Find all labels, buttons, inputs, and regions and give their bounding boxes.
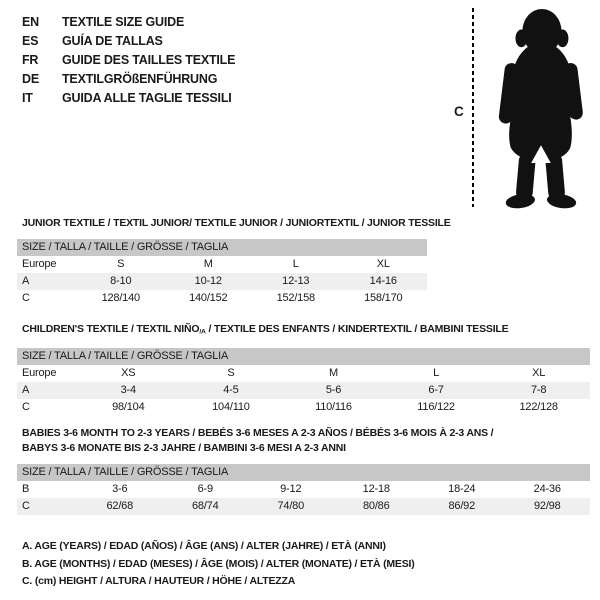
size-table <box>17 239 427 307</box>
size-cell: 3-6 <box>112 483 128 495</box>
size-cell: 3-4 <box>120 383 136 396</box>
size-cell: 152/158 <box>276 292 315 304</box>
size-cell: 110/116 <box>315 400 352 413</box>
size-cell: 5-6 <box>325 383 342 396</box>
table-row <box>17 290 427 307</box>
size-cell: 62/68 <box>106 500 134 512</box>
footnote-line: C. (cm) HEIGHT / ALTURA / HAUTEUR / HÖHE / ALTEZZA <box>22 575 296 587</box>
size-cell: 116/122 <box>417 400 455 413</box>
language-label: TEXTILE SIZE GUIDE <box>62 14 185 29</box>
table-size-header: SIZE / TALLA / TAILLE / GRÖSSE / TAGLIA <box>17 239 427 256</box>
language-label: GUIDA ALLE TAGLIE TESSILI <box>62 90 232 105</box>
title-text: / TEXTILE DES ENFANTS / KINDERTEXTIL / BAMBINI TESSILE <box>205 323 509 335</box>
title-text: JUNIOR TEXTILE / TEXTIL JUNIOR/ TEXTILE JUNIOR / JUNIORTEXTIL / JUNIOR TESSILE <box>22 217 451 229</box>
section-title <box>22 322 590 340</box>
size-cell: 98/104 <box>112 400 145 413</box>
size-cell: S <box>227 366 235 379</box>
size-cell: XS <box>121 366 136 379</box>
language-label: GUÍA DE TALLAS <box>62 33 163 48</box>
title-text: CHILDREN'S TEXTILE / TEXTIL NIÑO <box>22 323 200 335</box>
size-cell: 18-24 <box>448 483 476 495</box>
table-row <box>17 382 590 399</box>
size-table-section-children <box>17 322 590 416</box>
size-cell: 158/170 <box>364 292 403 304</box>
size-cell: M <box>329 366 338 379</box>
size-cell: 122/128 <box>519 400 558 413</box>
section-title-line <box>22 426 590 441</box>
row-label: C <box>22 292 30 304</box>
row-label: C <box>22 500 30 512</box>
section-title-line <box>22 322 590 340</box>
table-row <box>17 273 427 290</box>
table-size-header: SIZE / TALLA / TAILLE / GRÖSSE / TAGLIA <box>17 348 590 365</box>
toddler-silhouette-icon <box>480 6 598 212</box>
size-cell: XL <box>532 366 546 379</box>
size-cell: 12-13 <box>282 275 310 287</box>
table-row <box>17 481 590 498</box>
section-title <box>22 426 590 456</box>
table-row <box>17 399 590 416</box>
language-row <box>22 69 235 88</box>
size-cell: 86/92 <box>448 500 476 512</box>
size-cell: 14-16 <box>369 275 397 287</box>
size-cell: 12-18 <box>362 483 390 495</box>
row-label: C <box>22 400 30 413</box>
size-cell: 80/86 <box>362 500 390 512</box>
language-label: GUIDE DES TAILLES TEXTILE <box>62 52 236 67</box>
size-table-section-junior <box>17 216 590 307</box>
size-cell: 6-7 <box>428 383 444 396</box>
language-code: FR <box>22 52 39 67</box>
figure <box>450 4 600 214</box>
footnote-line: A. AGE (YEARS) / EDAD (AÑOS) / ÂGE (ANS) / ALTER (JAHRE) / ETÀ (ANNI) <box>22 540 386 552</box>
size-cell: L <box>292 258 299 270</box>
size-table <box>17 348 590 416</box>
row-label: A <box>22 383 30 396</box>
section-title <box>22 216 590 231</box>
size-cell: M <box>203 258 213 270</box>
height-dashed-line <box>472 8 474 207</box>
row-label: B <box>22 483 30 495</box>
footnote-line: B. AGE (MONTHS) / EDAD (MESES) / ÂGE (MOIS) / ALTER (MONATE) / ETÀ (MESI) <box>22 557 415 570</box>
footnotes <box>22 538 415 591</box>
language-label: TEXTILGRÖßENFÜHRUNG <box>62 71 218 86</box>
size-table-section-babies <box>17 426 590 515</box>
language-row <box>22 88 235 107</box>
language-code: ES <box>22 33 39 48</box>
section-title-line <box>22 216 590 231</box>
size-cell: 140/152 <box>189 292 228 304</box>
section-title-line <box>22 441 590 456</box>
size-cell: 68/74 <box>191 500 219 512</box>
row-label: Europe <box>22 258 57 270</box>
table-row <box>17 498 590 515</box>
table-size-header: SIZE / TALLA / TAILLE / GRÖSSE / TAGLIA <box>17 464 590 481</box>
language-code: DE <box>22 71 39 86</box>
language-code: EN <box>22 14 39 29</box>
table-row <box>17 365 590 382</box>
size-cell: 104/110 <box>212 400 250 413</box>
size-cell: XL <box>376 258 390 270</box>
size-cell: L <box>433 366 440 379</box>
size-cell: 4-5 <box>223 383 239 396</box>
size-cell: 8-10 <box>110 275 132 287</box>
size-cell: 74/80 <box>277 500 305 512</box>
size-cell: S <box>117 258 125 270</box>
language-row <box>22 50 235 69</box>
row-label: Europe <box>22 366 57 379</box>
title-text: /A <box>199 328 206 336</box>
size-cell: 24-36 <box>533 483 561 495</box>
size-cell: 9-12 <box>280 483 302 495</box>
size-cell: 10-12 <box>194 275 222 287</box>
height-measure-label: C <box>454 104 464 119</box>
size-cell: 128/140 <box>101 292 140 304</box>
size-cell: 92/98 <box>533 500 561 512</box>
row-label: A <box>22 275 30 287</box>
language-row <box>22 12 235 31</box>
title-text: BABYS 3-6 MONATE BIS 2-3 JAHRE / BAMBINI 3-6 MESI A 2-3 ANNI <box>22 442 346 454</box>
language-list <box>22 12 235 107</box>
size-cell: 6-9 <box>197 483 213 495</box>
size-cell: 7-8 <box>531 383 547 396</box>
table-row <box>17 256 427 273</box>
title-text: BABIES 3-6 MONTH TO 2-3 YEARS / BEBÉS 3-6 MESES A 2-3 AÑOS / BÉBÉS 3-6 MOIS À 2-3 ANS / <box>22 427 494 439</box>
language-code: IT <box>22 90 33 105</box>
language-row <box>22 31 235 50</box>
size-table <box>17 464 590 515</box>
